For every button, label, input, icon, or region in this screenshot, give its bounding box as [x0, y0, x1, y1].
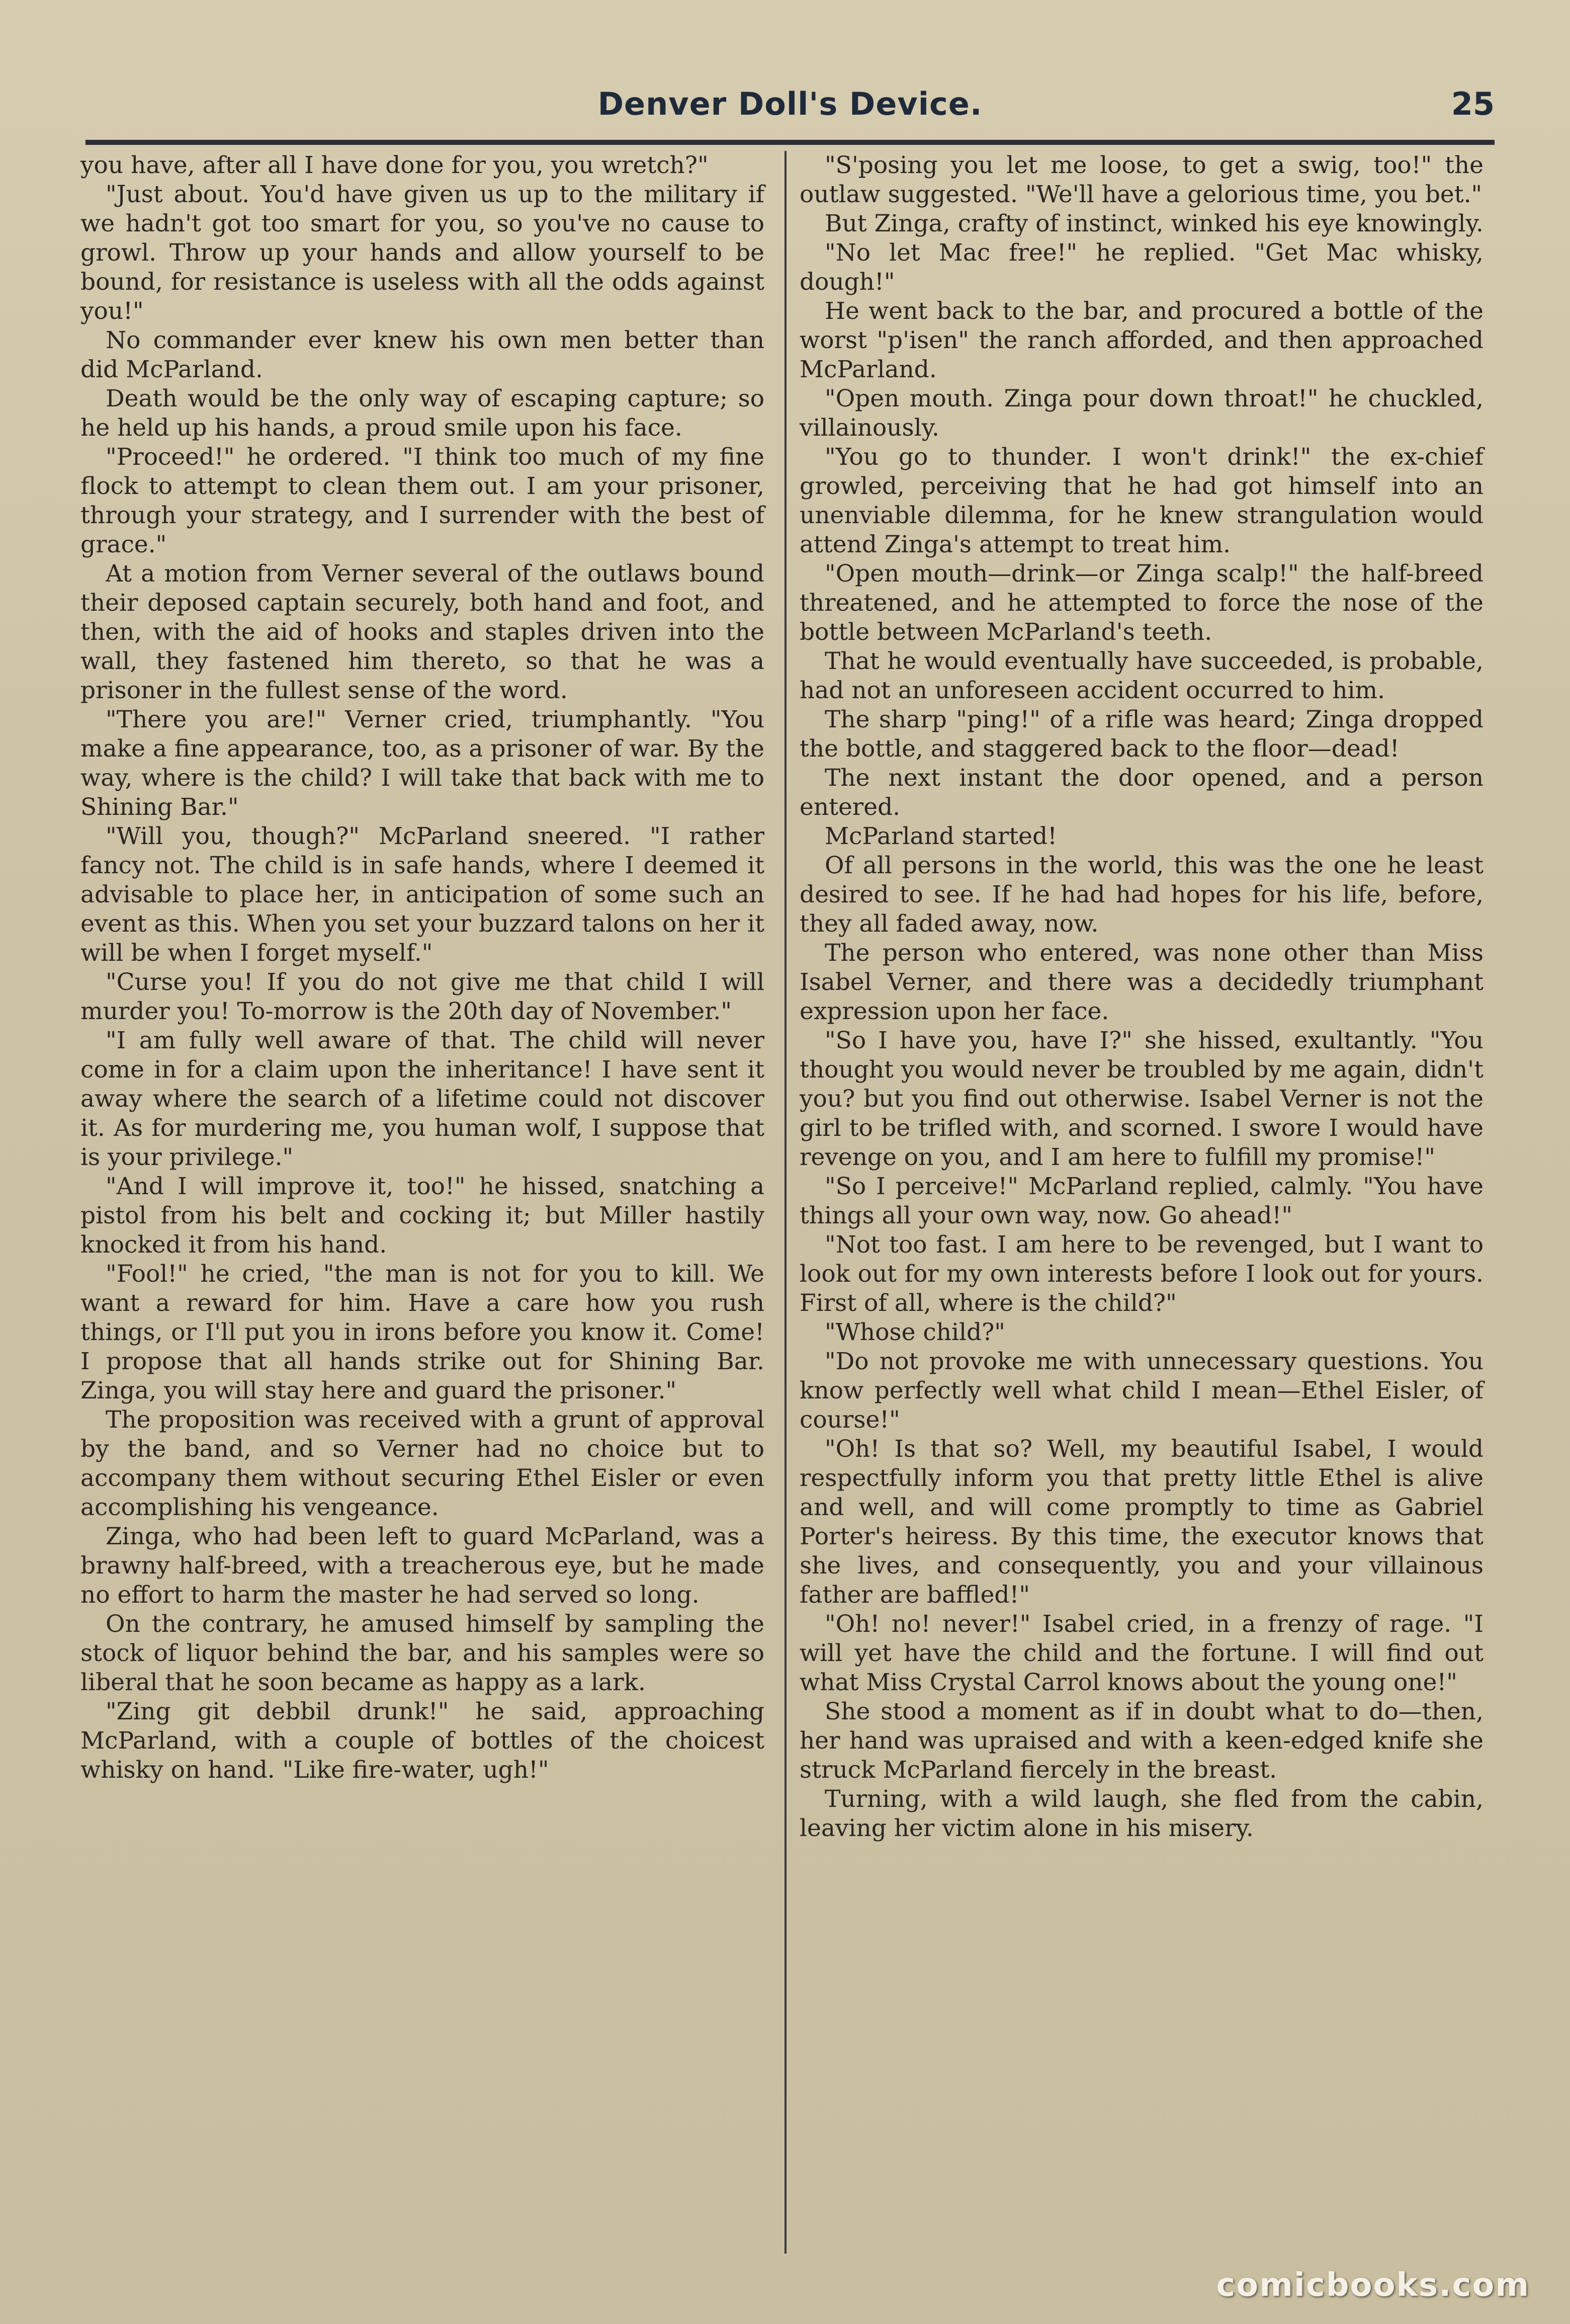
- paragraph: No commander ever knew his own men better than did McParland.: [80, 326, 764, 383]
- paragraph: The proposition was received with a grunt of approval by the band, and so Verner had no choice but to accompany them without securing Ethel Eisler or even accomplishing his vengeance.: [80, 1406, 764, 1521]
- paragraph: "Fool!" he cried, "the man is not for you to kill. We want a reward for him. Have a care how you rush things, or I'll put you in irons before you know it. Come! I propose that all hands strike out for Shining Bar. Zinga, you will stay here and guard the prisoner.": [80, 1260, 764, 1404]
- paragraph: "I am fully well aware of that. The child will never come in for a claim upon the inheritance! I have sent it away where the search of a lifetime could not discover it. As for murdering me, you human wolf, I suppose that is your privilege.": [80, 1027, 764, 1171]
- paragraph: But Zinga, crafty of instinct, winked his eye knowingly.: [825, 210, 1484, 237]
- paragraph: "S'posing you let me loose, to get a swig, too!" the outlaw suggested. "We'll have a gelorious time, you bet.": [800, 151, 1484, 208]
- paragraph: you have, after all I have done for you, you wretch?": [80, 151, 709, 179]
- paragraph: "Not too fast. I am here to be revenged, but I want to look out for my own interests before I look out for yours. First of all, where is the child?": [800, 1231, 1484, 1317]
- paragraph: "Open mouth. Zinga pour down throat!" he chuckled, villainously.: [800, 385, 1484, 442]
- paragraph: "So I have you, have I?" she hissed, exultantly. "You thought you would never be troubled by me again, didn't you? but you find out otherwise. Isabel Verner is not the girl to be trifled with, and scorned. I swore I would have revenge on you, and I am here to fulfill my promise!": [800, 1027, 1484, 1171]
- paragraph: "And I will improve it, too!" he hissed, snatching a pistol from his belt and cocking it; but Miller hastily knocked it from his hand.: [80, 1173, 764, 1259]
- paragraph: Turning, with a wild laugh, she fled from the cabin, leaving her victim alone in his misery.: [800, 1785, 1484, 1842]
- paragraph: Death would be the only way of escaping capture; so he held up his hands, a proud smile upon his face.: [80, 385, 764, 442]
- paragraph: "Curse you! If you do not give me that child I will murder you! To-morrow is the 20th day of November.": [80, 968, 764, 1025]
- right-column: [800, 151, 1484, 1843]
- paragraph: That he would eventually have succeeded, is probable, had not an unforeseen accident occurred to him.: [800, 647, 1484, 704]
- paragraph: The sharp "ping!" of a rifle was heard; Zinga dropped the bottle, and staggered back to the floor—dead!: [800, 706, 1484, 763]
- page-number: 25: [1451, 86, 1495, 122]
- paragraph: At a motion from Verner several of the outlaws bound their deposed captain securely, both hand and foot, and then, with the aid of hooks and staples driven into the wall, they fastened him thereto, so that he was a prisoner in the fullest sense of the word.: [80, 560, 764, 704]
- paragraph: "Proceed!" he ordered. "I think too much of my fine flock to attempt to clean them out. I am your prisoner, through your strategy, and I surrender with the best of grace.": [80, 443, 764, 558]
- paragraph: On the contrary, he amused himself by sampling the stock of liquor behind the bar, and his samples were so liberal that he soon became as happy as a lark.: [80, 1610, 764, 1696]
- paragraph: "There you are!" Verner cried, triumphantly. "You make a fine appearance, too, as a prisoner of war. By the way, where is the child? I will take that back with me to Shining Bar.": [80, 706, 764, 821]
- paragraph: The person who entered, was none other than Miss Isabel Verner, and there was a decidedly triumphant expression upon her face.: [800, 939, 1484, 1025]
- left-column: [80, 151, 764, 1785]
- paragraph: "Zing git debbil drunk!" he said, approaching McParland, with a couple of bottles of the choicest whisky on hand. "Like fire-water, ugh!": [80, 1698, 764, 1784]
- paragraph: He went back to the bar, and procured a bottle of the worst "p'isen" the ranch afforded, and then approached McParland.: [800, 297, 1484, 383]
- running-title: Denver Doll's Device.: [597, 86, 983, 122]
- paragraph: She stood a moment as if in doubt what to do—then, her hand was upraised and with a keen-edged knife she struck McParland fiercely in the breast.: [800, 1698, 1484, 1784]
- watermark: comicbooks.com: [1216, 2267, 1530, 2304]
- paragraph: "So I perceive!" McParland replied, calmly. "You have things all your own way, now. Go ahead!": [800, 1173, 1484, 1229]
- paragraph: "You go to thunder. I won't drink!" the ex-chief growled, perceiving that he had got himself into an unenviable dilemma, for he knew strangulation would attend Zinga's attempt to treat him.: [800, 443, 1484, 558]
- page-header: [85, 75, 1495, 136]
- header-rule: [85, 140, 1495, 145]
- paragraph: "Just about. You'd have given us up to the military if we hadn't got too smart for you, so you've no cause to growl. Throw up your hands and allow yourself to be bound, for resistance is useless with all the odds against you!": [80, 181, 764, 325]
- paragraph: "No let Mac free!" he replied. "Get Mac whisky, dough!": [800, 239, 1484, 296]
- paragraph: "Oh! Is that so? Well, my beautiful Isabel, I would respectfully inform you that pretty little Ethel is alive and well, and will come promptly to time as Gabriel Porter's heiress. By this time, the executor knows that she lives, and consequently, you and your villainous father are baffled!": [800, 1435, 1484, 1609]
- paragraph: The next instant the door opened, and a person entered.: [800, 764, 1484, 821]
- paragraph: McParland started!: [825, 822, 1057, 850]
- paragraph: Of all persons in the world, this was the one he least desired to see. If he had had hopes for his life, before, they all faded away, now.: [800, 852, 1484, 938]
- column-divider: [784, 151, 787, 2254]
- paragraph: "Oh! no! never!" Isabel cried, in a frenzy of rage. "I will yet have the child and the fortune. I will find out what Miss Crystal Carrol knows about the young one!": [800, 1610, 1484, 1696]
- paragraph: "Will you, though?" McParland sneered. "I rather fancy not. The child is in safe hands, where I deemed it advisable to place her, in anticipation of some such an event as this. When you set your buzzard talons on her it will be when I forget myself.": [80, 822, 764, 967]
- paragraph: "Do not provoke me with unnecessary questions. You know perfectly well what child I mean—Ethel Eisler, of course!": [800, 1348, 1484, 1434]
- paragraph: "Open mouth—drink—or Zinga scalp!" the half-breed threatened, and he attempted to force the nose of the bottle between McParland's teeth.: [800, 560, 1484, 646]
- paragraph: "Whose child?": [825, 1318, 1005, 1346]
- paragraph: Zinga, who had been left to guard McParland, was a brawny half-breed, with a treacherous eye, but he made no effort to harm the master he had served so long.: [80, 1523, 764, 1609]
